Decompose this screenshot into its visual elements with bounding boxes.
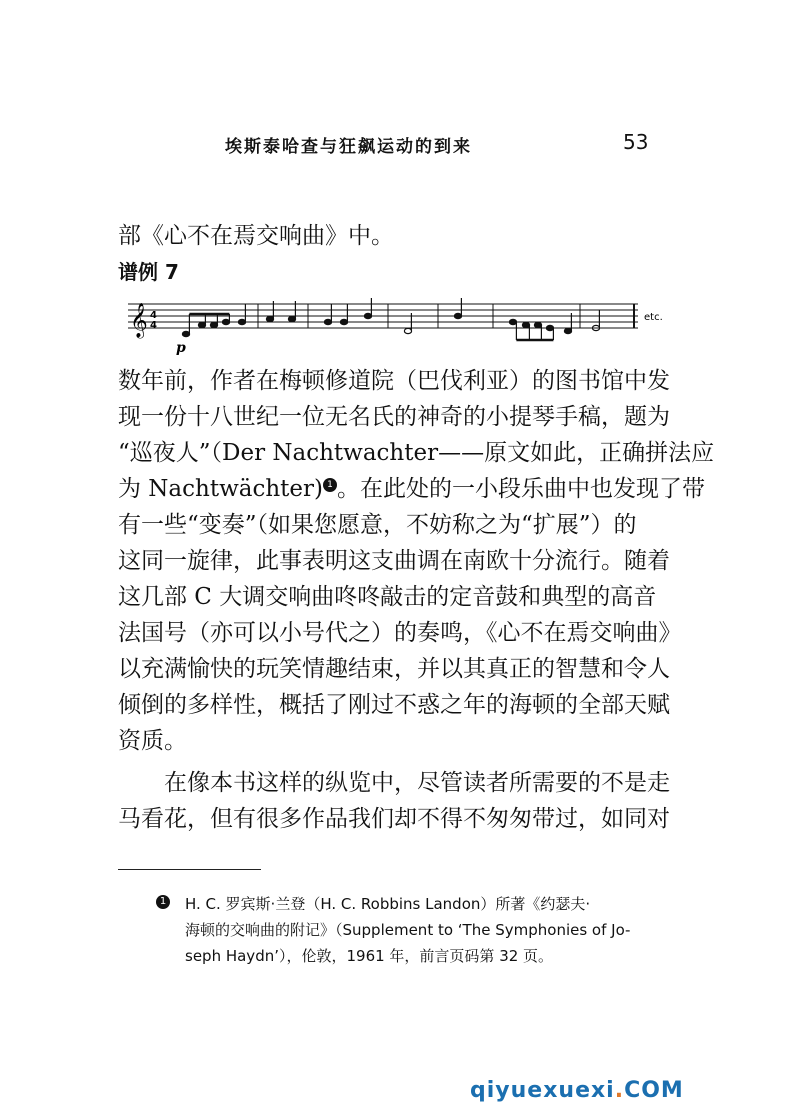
footnote-marker-icon: 1 xyxy=(156,895,170,909)
svg-text:4: 4 xyxy=(150,320,157,331)
footnote-ref-icon[interactable]: 1 xyxy=(323,478,337,492)
paragraph-line: 倾倒的多样性，概括了刚过不惑之年的海顿的全部天赋 xyxy=(118,692,670,718)
paragraph-line-part: 。在此处的一小段乐曲中也发现了带 xyxy=(337,476,706,502)
paragraph-line: 这几部 C 大调交响曲咚咚敲击的定音鼓和典型的高音 xyxy=(118,584,657,610)
footnote-line: 海顿的交响曲的附记》（Supplement to ‘The Symphonies of Jo- xyxy=(185,921,631,939)
paragraph-line: 在像本书这样的纵览中，尽管读者所需要的不是走 xyxy=(164,770,670,796)
paragraph-line: 法国号（亦可以小号代之）的奏鸣，《心不在焉交响曲》 xyxy=(118,620,682,646)
page-number: 53 xyxy=(623,130,649,154)
paragraph-line: 以充满愉快的玩笑情趣结束，并以其真正的智慧和令人 xyxy=(118,656,670,682)
dynamic-mark: p xyxy=(176,340,186,356)
paragraph-line: 数年前，作者在梅顿修道院（巴伐利亚）的图书馆中发 xyxy=(118,368,670,394)
footnote-divider xyxy=(118,869,261,870)
paragraph-line: 现一份十八世纪一位无名氏的神奇的小提琴手稿，题为 xyxy=(118,404,670,430)
paragraph-line: “巡夜人”（Der Nachtwachter——原文如此，正确拼法应 xyxy=(118,440,715,466)
svg-text:4: 4 xyxy=(150,310,157,321)
etc-label: etc. xyxy=(644,312,663,323)
treble-clef-icon: 𝄞 xyxy=(130,303,148,338)
paragraph-line xyxy=(118,470,705,503)
intro-line: 部《心不在焉交响曲》中。 xyxy=(118,223,394,249)
paragraph-line-part: 为 Nachtwächter) xyxy=(118,476,324,502)
paragraph-line: 马看花，但有很多作品我们却不得不匆匆带过，如同对 xyxy=(118,806,670,832)
paragraph-line: 这同一旋律，此事表明这支曲调在南欧十分流行。随着 xyxy=(118,548,670,574)
music-staff xyxy=(118,296,678,356)
running-title: 埃斯泰哈查与狂飙运动的到来 xyxy=(225,137,472,157)
footnote-line: seph Haydn’），伦敦，1961 年，前言页码第 32 页。 xyxy=(185,947,554,965)
paragraph-line: 资质。 xyxy=(118,728,187,754)
site-watermark: qiyuexuexi.COM xyxy=(470,1078,684,1103)
example-label: 谱例 7 xyxy=(118,260,179,284)
footnote-line: H. C. 罗宾斯·兰登（H. C. Robbins Landon）所著《约瑟夫· xyxy=(185,895,591,913)
paragraph-line: 有一些“变奏”（如果您愿意，不妨称之为“扩展”）的 xyxy=(118,512,637,538)
